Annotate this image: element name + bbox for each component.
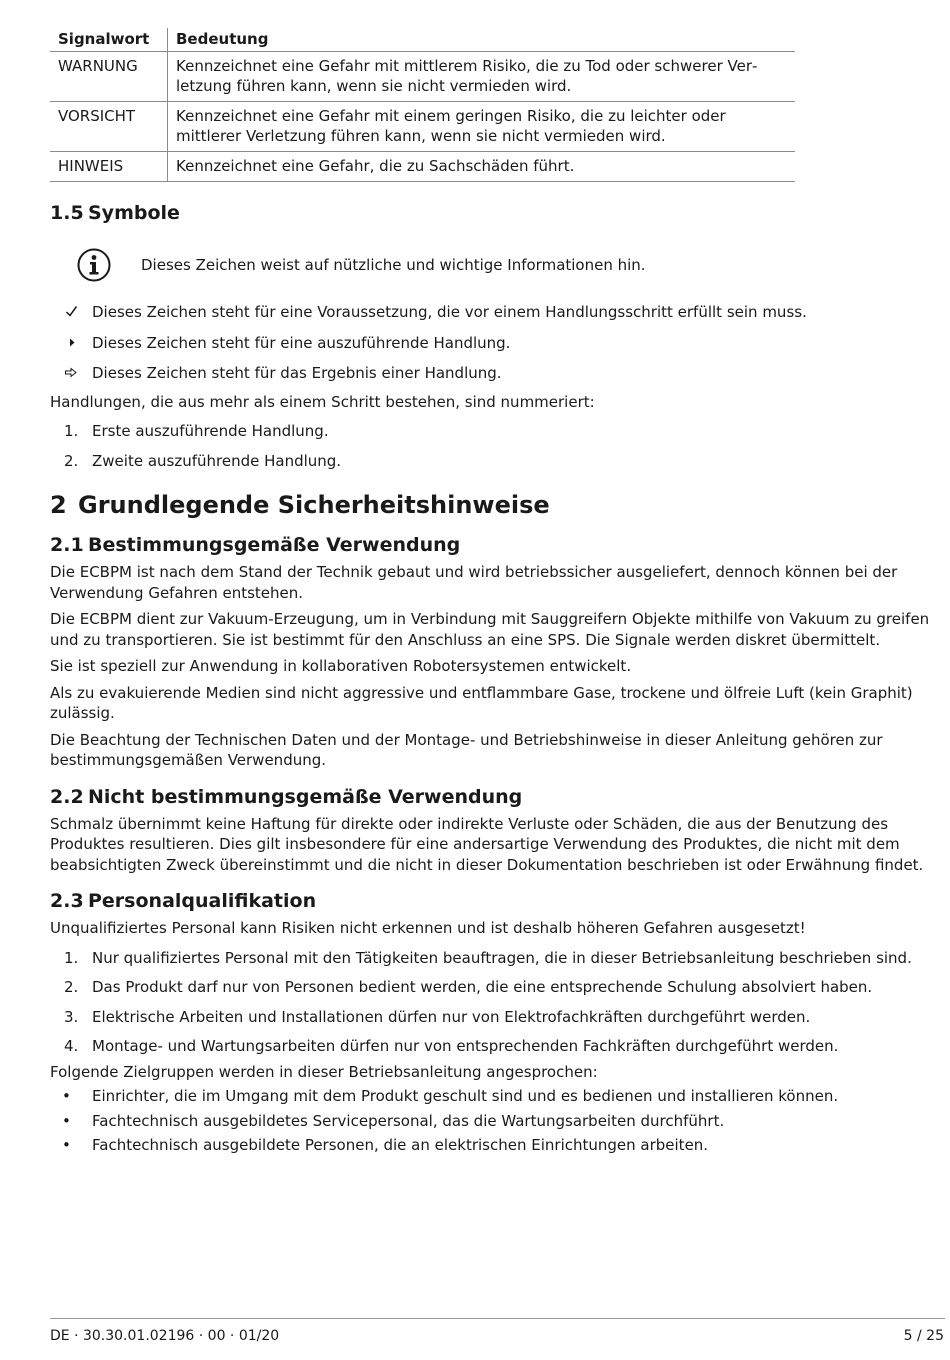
list-item [50,333,945,355]
item-text: Montage- und Wartungsarbeiten dürfen nur von entsprechenden Fachkräften durchgeführt werden. [92,1037,839,1055]
section-heading-1-5 [50,202,945,224]
item-text: Nur qualifiziertes Personal mit den Tätigkeiten beauftragen, die in dieser Betriebsanleitung beschrieben sind. [92,948,912,967]
chapter-title: Grundlegende Sicherheitshinweise [78,491,550,519]
section-heading-2-2 [50,786,945,808]
symbol-text: Dieses Zeichen steht für eine Voraussetzung, die vor einem Handlungsschritt erfüllt sein muss. [92,303,807,321]
signal-word-table [50,28,795,182]
chapter-number: 2 [50,491,67,519]
footer-divider [50,1318,945,1319]
list-item [50,948,945,969]
item-text: Fachtechnisch ausgebildetes Servicepersonal, das die Wartungsarbeiten durchführt. [92,1111,725,1130]
info-note [50,248,945,282]
document-page [50,24,945,1156]
list-item [50,363,945,385]
table-row [50,152,795,182]
list-item [50,1111,945,1132]
paragraph: Folgende Zielgruppen werden in dieser Betriebsanleitung angesprochen: [50,1062,598,1081]
list-item [50,451,945,472]
numbered-list [50,948,945,1057]
section-title: Symbole [88,202,180,224]
paragraph: Als zu evakuierende Medien sind nicht aggressive und entflammbare Gase, trockene und ölfreie Luft (kein Graphit) zulässig. [50,683,913,722]
meaning-cell: Kennzeichnet eine Gefahr mit mittlerem Risiko, die zu Tod oder schwerer Verletzung führen kann, wenn sie nicht vermieden wird. [168,52,796,102]
item-number: 2. [64,978,79,996]
paragraph: Schmalz übernimmt keine Haftung für direkte oder indirekte Verluste oder Schäden, die aus der Benutzung des Produktes resultieren. Dies gilt insbesondere für eine andersartige Verwendung des Produktes, die nicht mit dem beabsichtigten Zweck übereinstimmt und die nicht in dieser Dokumentation beschrieben ist oder Erwähnung findet. [50,814,924,874]
item-number: 4. [64,1037,79,1055]
footer-doc-id: DE · 30.30.01.02196 · 00 · 01/20 [50,1328,280,1344]
bullet-list [50,1086,945,1156]
section-number: 2.3 [50,890,84,912]
item-text: Erste auszuführende Handlung. [92,422,329,440]
paragraph: Die Beachtung der Technischen Daten und der Montage- und Betriebshinweise in dieser Anleitung gehören zur bestimmungsgemäßen Verwendung. [50,730,883,769]
info-icon [77,248,111,282]
paragraph: Sie ist speziell zur Anwendung in kollaborativen Robotersystemen entwickelt. [50,657,632,675]
paragraph: Die ECBPM dient zur Vakuum-Erzeugung, um in Verbindung mit Sauggreifern Objekte mithilfe von Vakuum zu greifen und zu transportieren. Sie ist bestimmt für den Anschluss an eine SPS. Die Signale werden diskret übermittelt. [50,610,930,649]
triangle-right-icon [65,336,78,349]
section-heading-2-3 [50,890,945,912]
checkmark-icon [65,305,78,318]
meaning-cell: Kennzeichnet eine Gefahr mit einem geringen Risiko, die zu leichter oder mittlerer Verletzung führen kann, wenn sie nicht vermieden wird. [168,102,796,152]
section-number: 2.2 [50,785,84,808]
info-text: Dieses Zeichen weist auf nützliche und wichtige Informationen hin. [141,255,646,274]
chapter-heading-2 [50,491,945,519]
signal-word-cell: VORSICHT [50,102,168,152]
bullet-icon: • [62,1136,71,1154]
table-row [50,102,795,152]
numbered-intro: Handlungen, die aus mehr als einem Schritt bestehen, sind nummeriert: [50,392,595,411]
section-title: Bestimmungsgemäße Verwendung [88,534,461,556]
section-title: Nicht bestimmungsgemäße Verwendung [88,785,523,808]
symbol-list [50,302,945,385]
paragraph: Die ECBPM ist nach dem Stand der Technik gebaut und wird betriebssicher ausgeliefert, dennoch können bei der Verwendung Gefahren entstehen. [50,563,898,602]
symbol-text: Dieses Zeichen steht für das Ergebnis einer Handlung. [92,364,502,382]
list-item [50,302,945,324]
outline-arrow-right-icon [64,366,78,379]
item-text: Zweite auszuführende Handlung. [92,451,342,470]
list-item [50,1135,945,1156]
table-header-signalwort: Signalwort [50,28,168,52]
section-number: 2.1 [50,534,84,556]
item-number: 3. [64,1007,79,1026]
section-number: 1.5 [50,202,84,224]
table-header-bedeutung: Bedeutung [168,28,796,52]
list-item [50,1007,945,1028]
table-header-row [50,28,795,52]
item-text: Das Produkt darf nur von Personen bedient werden, die eine entsprechende Schulung absolviert haben. [92,978,873,996]
meaning-cell: Kennzeichnet eine Gefahr, die zu Sachschäden führt. [168,152,796,182]
table-row [50,52,795,102]
item-number: 1. [64,422,79,440]
list-item [50,1036,945,1057]
section-heading-2-1 [50,534,945,556]
list-item [50,1086,945,1107]
item-number: 2. [64,451,79,470]
signal-word-cell: WARNUNG [50,52,168,102]
numbered-list [50,421,945,471]
signal-word-cell: HINWEIS [50,152,168,182]
symbol-text: Dieses Zeichen steht für eine auszuführende Handlung. [92,333,511,352]
item-number: 1. [64,948,79,967]
item-text: Elektrische Arbeiten und Installationen dürfen nur von Elektrofachkräften durchgeführt werden. [92,1007,811,1026]
bullet-icon: • [62,1087,71,1105]
paragraph: Unqualifiziertes Personal kann Risiken nicht erkennen und ist deshalb höheren Gefahren ausgesetzt! [50,919,806,937]
footer-page-number: 5 / 25 [903,1328,944,1344]
item-text: Einrichter, die im Umgang mit dem Produkt geschult sind und es bedienen und installieren können. [92,1087,839,1105]
section-title: Personalqualifikation [88,890,317,912]
item-text: Fachtechnisch ausgebildete Personen, die an elektrischen Einrichtungen arbeiten. [92,1136,709,1154]
bullet-icon: • [62,1111,71,1130]
list-item [50,421,945,442]
list-item [50,977,945,998]
